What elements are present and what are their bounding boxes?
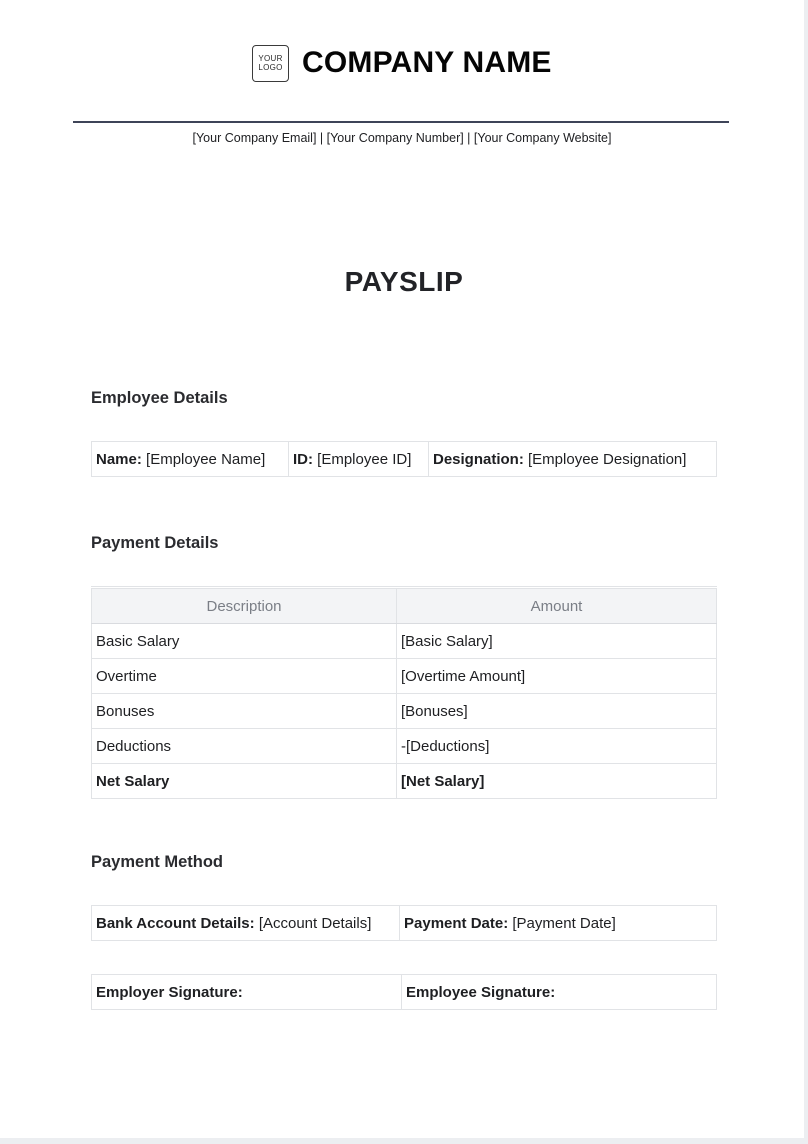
logo-placeholder [252, 45, 289, 82]
company-name: COMPANY NAME [302, 46, 552, 79]
payment-method-table [91, 905, 717, 941]
payment-details-heading: Payment Details [91, 534, 219, 552]
signatures-table [91, 974, 717, 1010]
amount-cell: [Bonuses] [397, 694, 717, 729]
table-header-row [92, 588, 717, 624]
document-title: PAYSLIP [344, 266, 464, 297]
payment-details-table [91, 586, 717, 799]
signatures-row [92, 975, 717, 1010]
header-divider [73, 121, 729, 123]
table-row [92, 729, 717, 764]
field-label: Name: [96, 450, 142, 468]
logo-text-line1: YOUR [258, 54, 283, 63]
description-cell: Basic Salary [92, 624, 397, 659]
table-row [92, 694, 717, 729]
company-contact-line: [Your Company Email] | [Your Company Number] | [Your Company Website] [192, 131, 612, 145]
amount-cell: -[Deductions] [397, 729, 717, 764]
employee-signature-label: Employee Signature: [406, 983, 556, 1001]
employee-details-table [91, 441, 717, 477]
employee-id-cell [289, 442, 429, 477]
description-cell: Overtime [92, 659, 397, 694]
description-cell: Net Salary [92, 764, 397, 799]
column-header-amount: Amount [397, 588, 717, 624]
employer-signature-cell [92, 975, 402, 1010]
amount-cell: [Overtime Amount] [397, 659, 717, 694]
amount-cell: [Basic Salary] [397, 624, 717, 659]
field-label: Designation: [433, 450, 524, 468]
employee-name-cell [92, 442, 289, 477]
field-label: Payment Date: [404, 914, 509, 932]
table-row [92, 624, 717, 659]
logo-text-line2: LOGO [258, 63, 283, 72]
payment-method-row [92, 906, 717, 941]
brand-header [252, 43, 552, 83]
amount-cell: [Net Salary] [397, 764, 717, 799]
table-row [92, 659, 717, 694]
description-cell: Deductions [92, 729, 397, 764]
bank-account-cell [92, 906, 400, 941]
employee-details-row [92, 442, 717, 477]
employee-signature-cell [402, 975, 717, 1010]
field-value: [Account Details] [254, 914, 372, 932]
field-value: [Employee Name] [141, 450, 266, 468]
employer-signature-label: Employer Signature: [96, 983, 243, 1001]
description-cell: Bonuses [92, 694, 397, 729]
field-label: Bank Account Details: [96, 914, 255, 932]
field-value: [Employee Designation] [523, 450, 687, 468]
employee-designation-cell [429, 442, 717, 477]
field-label: ID: [293, 450, 313, 468]
field-value: [Payment Date] [508, 914, 616, 932]
payment-method-heading: Payment Method [91, 853, 224, 871]
column-header-description: Description [92, 588, 397, 624]
payment-date-cell [400, 906, 717, 941]
employee-details-heading: Employee Details [91, 389, 228, 407]
net-salary-row [92, 764, 717, 799]
field-value: [Employee ID] [313, 450, 412, 468]
